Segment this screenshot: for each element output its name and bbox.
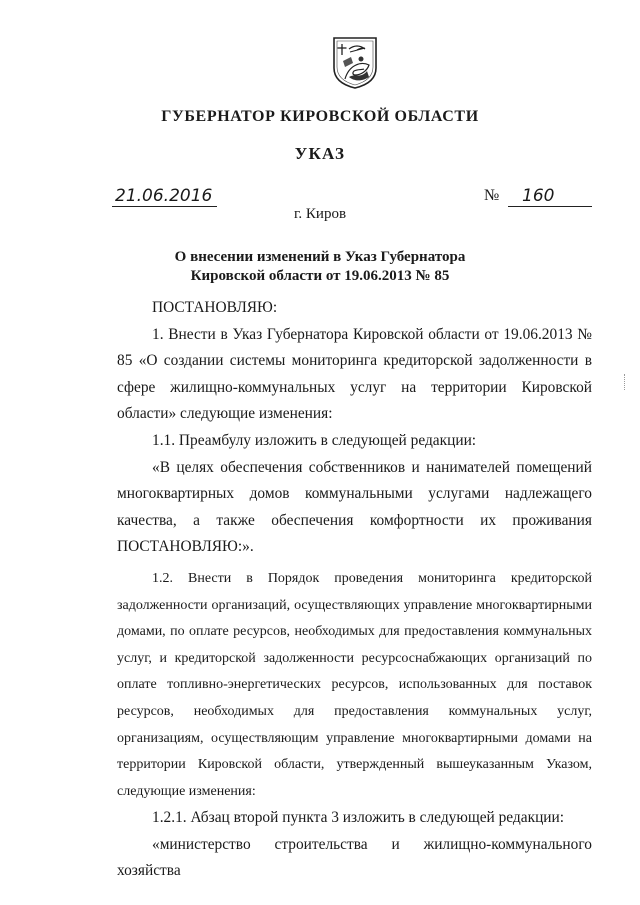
paragraph-quote: «министерство строительства и жилищно-коммунального хозяйства — [117, 835, 592, 880]
document-number: 160 — [508, 186, 592, 207]
document-title — [0, 248, 640, 286]
coat-of-arms-emblem — [331, 35, 379, 90]
document-type: УКАЗ — [294, 144, 346, 163]
title-line-2: Кировской области от 19.06.2013 № 85 — [190, 268, 450, 284]
scan-mark — [624, 374, 627, 390]
paragraph-1: 1. Внести в Указ Губернатора Кировской области от 19.06.2013 № 85 «О создании системы мониторинга кредиторской задолженности в сфере жилищно-коммунальных услуг на территории Кировской области» следующие изменения: — [117, 325, 592, 423]
paragraph-1-2: 1.2. Внести в Порядок проведения мониторинга кредиторской задолженности организаций, осуществляющих управление многоквартирными домами, по оплате ресурсов, необходимых для предоставления коммунальных услуг, и кредиторской задолженности ресурсоснабжающих организаций по оплате топливно-энергетических ресурсов, использованных для поставок ресурсов, необходимых для предоставления коммунальных услуг, организациям, осуществляющим управление многоквартирными домами на территории Кировской области, утвержденный вышеуказанным Указом, следующие изменения: — [117, 570, 592, 799]
city-name: г. Киров — [293, 206, 347, 222]
paragraph-preamble: «В целях обеспечения собственников и нанимателей помещений многоквартирных домов коммунальными услугами надлежащего качества, а также обеспечения комфортности их проживания ПОСТАНОВЛЯЮ:». — [117, 458, 592, 556]
number-label: № — [484, 187, 500, 204]
issuing-authority: ГУБЕРНАТОР КИРОВСКОЙ ОБЛАСТИ — [161, 108, 479, 125]
title-line-1: О внесении изменений в Указ Губернатора — [174, 249, 466, 265]
paragraph-1-2-1: 1.2.1. Абзац второй пункта 3 изложить в следующей редакции: — [152, 809, 565, 827]
paragraph-decree: ПОСТАНОВЛЯЮ: — [152, 299, 278, 316]
paragraph-1-1: 1.1. Преамбулу изложить в следующей редакции: — [152, 431, 477, 449]
document-body — [117, 295, 592, 885]
document-date: 21.06.2016 — [112, 186, 217, 207]
